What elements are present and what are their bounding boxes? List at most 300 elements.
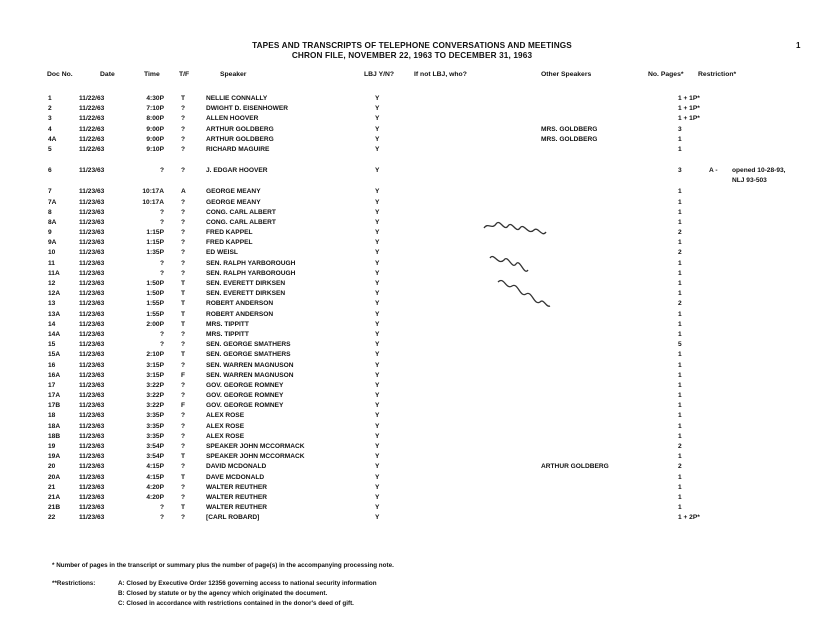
- cell-lbj: Y: [375, 514, 380, 522]
- cell-time: 3:22P: [146, 381, 164, 389]
- cell-tf: ?: [181, 249, 186, 257]
- table-row: [0, 310, 824, 320]
- cell-date: 11/23/63: [79, 504, 105, 512]
- cell-pages: 1: [678, 483, 682, 491]
- cell-time: 1:50P: [146, 280, 164, 287]
- cell-lbj: Y: [375, 443, 380, 450]
- cell-pages: 1: [678, 381, 682, 389]
- cell-pages: 3: [678, 167, 682, 175]
- cell-time: 9:00P: [146, 125, 164, 133]
- cell-lbj: Y: [375, 320, 380, 328]
- cell-doc-number: 18: [48, 412, 56, 420]
- cell-date: 11/23/63: [79, 483, 105, 491]
- cell-lbj: Y: [375, 239, 380, 247]
- cell-doc-number: 20A: [48, 473, 61, 481]
- cell-pages: 1: [678, 493, 682, 501]
- cell-lbj: Y: [375, 473, 380, 481]
- cell-tf: T: [181, 453, 186, 461]
- table-row: [0, 259, 824, 269]
- cell-time: 3:22P: [146, 392, 164, 400]
- cell-speaker: MRS. TIPPITT: [206, 330, 249, 338]
- cell-doc-number: 21: [48, 483, 56, 491]
- table-row: [0, 279, 824, 289]
- cell-pages: 3: [678, 125, 682, 133]
- cell-pages: 1: [678, 290, 682, 298]
- table-row: [0, 493, 824, 503]
- cell-date: 11/23/63: [79, 290, 105, 298]
- cell-pages: 1 + 1P*: [678, 115, 700, 123]
- cell-time: 9:10P: [146, 145, 164, 153]
- cell-speaker: WALTER REUTHER: [206, 493, 268, 501]
- table-row: [0, 483, 824, 493]
- table-row: [0, 442, 824, 452]
- cell-time: ?: [159, 514, 164, 522]
- cell-date: 11/23/63: [79, 514, 105, 522]
- cell-tf: ?: [181, 105, 186, 113]
- cell-lbj: Y: [375, 290, 380, 298]
- cell-pages: 5: [678, 341, 682, 349]
- cell-time: 10:17A: [142, 198, 164, 206]
- cell-date: 11/23/63: [79, 218, 105, 226]
- cell-tf: ?: [181, 239, 186, 247]
- column-header-tf: T/F: [179, 71, 190, 78]
- cell-lbj: Y: [375, 229, 380, 237]
- cell-lbj: Y: [375, 115, 380, 123]
- cell-tf: T: [181, 504, 186, 512]
- column-header-lbj: LBJ Y/N?: [364, 71, 395, 78]
- cell-lbj: Y: [375, 208, 380, 216]
- cell-lbj: Y: [375, 300, 380, 308]
- cell-lbj: Y: [375, 188, 380, 196]
- cell-date: 11/23/63: [79, 269, 105, 277]
- cell-date: 11/23/63: [79, 229, 105, 237]
- cell-lbj: Y: [375, 422, 380, 430]
- cell-lbj: Y: [375, 105, 380, 113]
- cell-time: 3:15P: [146, 361, 164, 369]
- cell-doc-number: 19: [48, 443, 56, 450]
- cell-lbj: Y: [375, 259, 380, 267]
- table-row: [0, 411, 824, 421]
- cell-time: 3:54P: [146, 443, 164, 450]
- footnote-restriction-b: B: Closed by statute or by the agency which originated the document.: [118, 590, 328, 597]
- cell-doc-number: 16: [48, 361, 56, 369]
- column-header-restriction: Restriction*: [698, 71, 737, 78]
- cell-time: ?: [159, 269, 164, 277]
- cell-pages: 1: [678, 135, 682, 143]
- cell-speaker: GOV. GEORGE ROMNEY: [206, 392, 284, 400]
- cell-tf: ?: [181, 463, 186, 471]
- column-header-pages: No. Pages*: [648, 71, 684, 78]
- cell-speaker: GOV. GEORGE ROMNEY: [206, 402, 284, 410]
- cell-time: 1:15P: [146, 239, 164, 247]
- cell-tf: ?: [181, 341, 186, 349]
- cell-pages: 2: [678, 463, 682, 471]
- cell-other-speakers: MRS. GOLDBERG: [541, 125, 598, 133]
- cell-tf: F: [181, 371, 186, 379]
- cell-doc-number: 19A: [48, 453, 61, 461]
- table-row: [0, 503, 824, 513]
- cell-speaker: WALTER REUTHER: [206, 483, 268, 491]
- cell-pages: 1: [678, 432, 682, 440]
- cell-speaker: SEN. EVERETT DIRKSEN: [206, 290, 286, 298]
- cell-pages: 1: [678, 392, 682, 400]
- cell-tf: ?: [181, 493, 186, 501]
- cell-time: 9:00P: [146, 135, 164, 143]
- cell-time: 1:55P: [146, 310, 164, 318]
- cell-speaker: ALEX ROSE: [206, 412, 245, 420]
- cell-doc-number: 10: [48, 249, 56, 257]
- table-row: [0, 208, 824, 218]
- cell-doc-number: 17: [48, 381, 56, 389]
- cell-lbj: Y: [375, 249, 380, 257]
- cell-doc-number: 12: [48, 280, 56, 287]
- table-row: [0, 135, 824, 145]
- cell-lbj: Y: [375, 493, 380, 501]
- cell-time: 4:20P: [146, 493, 164, 501]
- cell-pages: 2: [678, 300, 682, 308]
- cell-speaker: DWIGHT D. EISENHOWER: [206, 105, 289, 113]
- cell-speaker: ALEX ROSE: [206, 432, 245, 440]
- cell-pages: 1 + 2P*: [678, 514, 700, 522]
- cell-tf: T: [181, 351, 186, 359]
- column-header-date: Date: [100, 71, 115, 78]
- cell-doc-number: 6: [48, 167, 52, 175]
- cell-speaker: ALEX ROSE: [206, 422, 245, 430]
- cell-pages: 1: [678, 371, 682, 379]
- cell-pages: 1: [678, 208, 682, 216]
- cell-tf: ?: [181, 514, 186, 522]
- cell-tf: ?: [181, 198, 186, 206]
- column-header-time: Time: [144, 71, 160, 78]
- table-row: [0, 401, 824, 411]
- table-row: [0, 289, 824, 299]
- cell-tf: ?: [181, 483, 186, 491]
- cell-pages: 1: [678, 330, 682, 338]
- cell-speaker: GEORGE MEANY: [206, 188, 261, 196]
- footnote-restriction-a: A: Closed by Executive Order 12356 governing access to national security information: [118, 580, 377, 587]
- cell-lbj: Y: [375, 483, 380, 491]
- cell-lbj: Y: [375, 381, 380, 389]
- table-row: [0, 391, 824, 401]
- cell-pages: 1: [678, 218, 682, 226]
- cell-pages: 1: [678, 422, 682, 430]
- cell-doc-number: 5: [48, 145, 52, 153]
- cell-speaker: ALLEN HOOVER: [206, 115, 259, 123]
- cell-lbj: Y: [375, 463, 380, 471]
- cell-lbj: Y: [375, 402, 380, 410]
- cell-pages: 1: [678, 473, 682, 481]
- cell-doc-number: 3: [48, 115, 52, 123]
- footnote-restriction-c: C: Closed in accordance with restrictions contained in the donor's deed of gift.: [118, 600, 354, 607]
- cell-doc-number: 13A: [48, 310, 61, 318]
- cell-speaker: WALTER REUTHER: [206, 504, 268, 512]
- cell-time: 3:35P: [146, 422, 164, 430]
- cell-speaker: SEN. EVERETT DIRKSEN: [206, 280, 286, 287]
- cell-date: 11/23/63: [79, 371, 105, 379]
- cell-time: 3:35P: [146, 412, 164, 420]
- cell-doc-number: 11: [48, 259, 55, 267]
- cell-lbj: Y: [375, 269, 380, 277]
- cell-speaker: SPEAKER JOHN MCCORMACK: [206, 443, 305, 450]
- table-row: [0, 432, 824, 442]
- cell-tf: ?: [181, 259, 186, 267]
- cell-time: 1:55P: [146, 300, 164, 308]
- table-row: [0, 114, 824, 124]
- cell-lbj: Y: [375, 310, 380, 318]
- cell-speaker: GOV. GEORGE ROMNEY: [206, 381, 284, 389]
- cell-doc-number: 11A: [48, 269, 60, 277]
- cell-date: 11/23/63: [79, 320, 105, 328]
- cell-time: 4:20P: [146, 483, 164, 491]
- cell-pages: 1 + 1P*: [678, 95, 700, 102]
- table-row: [0, 473, 824, 483]
- cell-pages: 1: [678, 188, 682, 196]
- table-row: [0, 320, 824, 330]
- cell-pages: 1: [678, 320, 682, 328]
- cell-date: 11/23/63: [79, 341, 105, 349]
- table-row: [0, 238, 824, 248]
- document-subtitle: CHRON FILE, NOVEMBER 22, 1963 TO DECEMBER 31, 1963: [291, 51, 533, 60]
- cell-date: 11/23/63: [79, 330, 105, 338]
- table-row: [0, 361, 824, 371]
- table-row: [0, 371, 824, 381]
- cell-date: 11/23/63: [79, 249, 105, 257]
- cell-doc-number: 21A: [48, 493, 61, 501]
- cell-tf: F: [181, 402, 186, 410]
- cell-time: 4:15P: [146, 473, 164, 481]
- table-row: [0, 104, 824, 114]
- cell-pages: 1: [678, 412, 682, 420]
- cell-tf: T: [181, 280, 186, 287]
- cell-doc-number: 18A: [48, 422, 61, 430]
- cell-speaker: CONG. CARL ALBERT: [206, 208, 276, 216]
- cell-pages: 1: [678, 280, 682, 287]
- cell-tf: T: [181, 310, 186, 318]
- cell-pages: 2: [678, 249, 682, 257]
- cell-time: 8:00P: [146, 115, 164, 123]
- cell-tf: ?: [181, 208, 186, 216]
- cell-doc-number: 4A: [48, 135, 57, 143]
- cell-date: 11/23/63: [79, 198, 105, 206]
- cell-date: 11/22/63: [79, 135, 105, 143]
- cell-time: ?: [159, 208, 164, 216]
- cell-time: 7:10P: [146, 105, 164, 113]
- cell-lbj: Y: [375, 351, 380, 359]
- cell-speaker: J. EDGAR HOOVER: [206, 167, 268, 175]
- cell-doc-number: 20: [48, 463, 56, 471]
- document-title: TAPES AND TRANSCRIPTS OF TELEPHONE CONVERSATIONS AND MEETINGS: [252, 41, 572, 50]
- cell-doc-number: 9A: [48, 239, 57, 247]
- cell-speaker: SEN. GEORGE SMATHERS: [206, 341, 291, 349]
- cell-speaker: DAVID MCDONALD: [206, 463, 267, 471]
- cell-time: 3:54P: [146, 453, 164, 461]
- table-row: [0, 269, 824, 279]
- cell-speaker: NELLIE CONNALLY: [206, 95, 268, 102]
- cell-time: ?: [159, 167, 164, 175]
- cell-doc-number: 12A: [48, 290, 61, 298]
- table-row: [0, 125, 824, 135]
- cell-date: 11/23/63: [79, 392, 105, 400]
- cell-date: 11/23/63: [79, 259, 105, 267]
- cell-time: 2:10P: [146, 351, 164, 359]
- cell-pages: 1: [678, 259, 682, 267]
- cell-tf: ?: [181, 361, 186, 369]
- cell-other-speakers: ARTHUR GOLDBERG: [541, 463, 609, 471]
- cell-doc-number: 2: [48, 105, 52, 113]
- cell-doc-number: 14: [48, 320, 56, 328]
- cell-doc-number: 4: [48, 125, 52, 133]
- cell-pages: 2: [678, 443, 682, 450]
- cell-tf: T: [181, 290, 186, 298]
- cell-doc-number: 17B: [48, 402, 61, 410]
- cell-time: ?: [159, 341, 164, 349]
- cell-tf: ?: [181, 115, 186, 123]
- cell-doc-number: 9: [48, 229, 52, 237]
- cell-tf: ?: [181, 443, 186, 450]
- table-row: [0, 513, 824, 523]
- cell-tf: T: [181, 320, 186, 328]
- cell-speaker: FRED KAPPEL: [206, 229, 253, 237]
- cell-lbj: Y: [375, 280, 380, 287]
- cell-date: 11/23/63: [79, 453, 105, 461]
- cell-date: 11/23/63: [79, 351, 105, 359]
- cell-speaker: ROBERT ANDERSON: [206, 300, 274, 308]
- table-row: [0, 187, 824, 197]
- cell-date: 11/23/63: [79, 493, 105, 501]
- table-row: [0, 228, 824, 238]
- cell-lbj: Y: [375, 392, 380, 400]
- cell-date: 11/23/63: [79, 310, 105, 318]
- cell-doc-number: 15A: [48, 351, 61, 359]
- table-row: [0, 330, 824, 340]
- table-row: [0, 145, 824, 155]
- table-row: [0, 218, 824, 228]
- table-row: [0, 422, 824, 432]
- cell-time: 1:15P: [146, 229, 164, 237]
- cell-tf: ?: [181, 269, 186, 277]
- cell-lbj: Y: [375, 453, 380, 461]
- cell-tf: A: [181, 188, 186, 196]
- cell-speaker: SPEAKER JOHN MCCORMACK: [206, 453, 305, 461]
- cell-date: 11/22/63: [79, 105, 105, 113]
- cell-date: 11/22/63: [79, 145, 105, 153]
- cell-time: 2:00P: [146, 320, 164, 328]
- cell-tf: ?: [181, 432, 186, 440]
- cell-pages: 1: [678, 504, 682, 512]
- table-row: [0, 299, 824, 309]
- cell-time: ?: [159, 330, 164, 338]
- cell-lbj: Y: [375, 125, 380, 133]
- cell-doc-number: 21B: [48, 504, 61, 512]
- cell-date: 11/23/63: [79, 412, 105, 420]
- cell-doc-number: 17A: [48, 392, 61, 400]
- table-row: [0, 350, 824, 360]
- cell-speaker: SEN. GEORGE SMATHERS: [206, 351, 291, 359]
- cell-date: 11/23/63: [79, 422, 105, 430]
- cell-lbj: Y: [375, 432, 380, 440]
- cell-pages: 1: [678, 402, 682, 410]
- cell-time: ?: [159, 218, 164, 226]
- cell-doc-number: 1: [48, 95, 52, 102]
- cell-date: 11/22/63: [79, 115, 105, 123]
- cell-date: 11/23/63: [79, 381, 105, 389]
- cell-date: 11/23/63: [79, 473, 105, 481]
- cell-tf: ?: [181, 145, 186, 153]
- cell-speaker: [CARL ROBARD]: [206, 514, 260, 522]
- footnote-pages: * Number of pages in the transcript or summary plus the number of page(s) in the accompanying processing note.: [52, 562, 394, 569]
- cell-pages: 1: [678, 198, 682, 206]
- cell-lbj: Y: [375, 412, 380, 420]
- table-row: [0, 452, 824, 462]
- cell-note: opened 10-28-93,: [732, 167, 786, 175]
- cell-doc-number: 7: [48, 188, 52, 196]
- footnote-restrictions-label: **Restrictions:: [52, 580, 96, 587]
- cell-speaker: SEN. WARREN MAGNUSON: [206, 371, 294, 379]
- cell-time: 4:30P: [146, 95, 164, 102]
- cell-time: 1:50P: [146, 290, 164, 298]
- cell-pages: 1: [678, 453, 682, 461]
- cell-speaker: ARTHUR GOLDBERG: [206, 125, 274, 133]
- cell-tf: ?: [181, 167, 186, 175]
- cell-time: ?: [159, 259, 164, 267]
- cell-doc-number: 15: [48, 341, 56, 349]
- cell-speaker: SEN. RALPH YARBOROUGH: [206, 259, 296, 267]
- table-row: [0, 94, 824, 104]
- cell-speaker: SEN. WARREN MAGNUSON: [206, 361, 294, 369]
- cell-time: 3:22P: [146, 402, 164, 410]
- cell-time: ?: [159, 504, 164, 512]
- cell-pages: 1: [678, 361, 682, 369]
- cell-tf: T: [181, 300, 186, 308]
- cell-tf: T: [181, 473, 186, 481]
- cell-speaker: ARTHUR GOLDBERG: [206, 135, 274, 143]
- cell-date: 11/23/63: [79, 443, 105, 450]
- conversation-table: [0, 94, 824, 524]
- cell-doc-number: 14A: [48, 330, 61, 338]
- column-header-other-speakers: Other Speakers: [541, 71, 592, 78]
- cell-pages: 2: [678, 229, 682, 237]
- cell-date: 11/22/63: [79, 95, 105, 102]
- cell-speaker: GEORGE MEANY: [206, 198, 261, 206]
- cell-lbj: Y: [375, 95, 380, 102]
- cell-date: 11/23/63: [79, 239, 105, 247]
- cell-lbj: Y: [375, 341, 380, 349]
- cell-time: 10:17A: [142, 188, 164, 196]
- cell-lbj: Y: [375, 330, 380, 338]
- cell-tf: ?: [181, 422, 186, 430]
- cell-restriction: A -: [709, 167, 718, 175]
- cell-tf: ?: [181, 412, 186, 420]
- cell-time: 4:15P: [146, 463, 164, 471]
- cell-doc-number: 7A: [48, 198, 57, 206]
- cell-other-speakers: MRS. GOLDBERG: [541, 135, 598, 143]
- cell-lbj: Y: [375, 361, 380, 369]
- cell-time: 3:15P: [146, 371, 164, 379]
- cell-date: 11/23/63: [79, 167, 105, 175]
- cell-tf: ?: [181, 125, 186, 133]
- cell-lbj: Y: [375, 135, 380, 143]
- cell-tf: ?: [181, 392, 186, 400]
- cell-tf: ?: [181, 218, 186, 226]
- cell-tf: ?: [181, 135, 186, 143]
- cell-speaker: RICHARD MAGUIRE: [206, 145, 270, 153]
- table-row: [0, 166, 824, 185]
- cell-speaker: FRED KAPPEL: [206, 239, 253, 247]
- cell-lbj: Y: [375, 198, 380, 206]
- cell-date: 11/23/63: [79, 463, 105, 471]
- cell-speaker: MRS. TIPPITT: [206, 320, 249, 328]
- table-row: [0, 340, 824, 350]
